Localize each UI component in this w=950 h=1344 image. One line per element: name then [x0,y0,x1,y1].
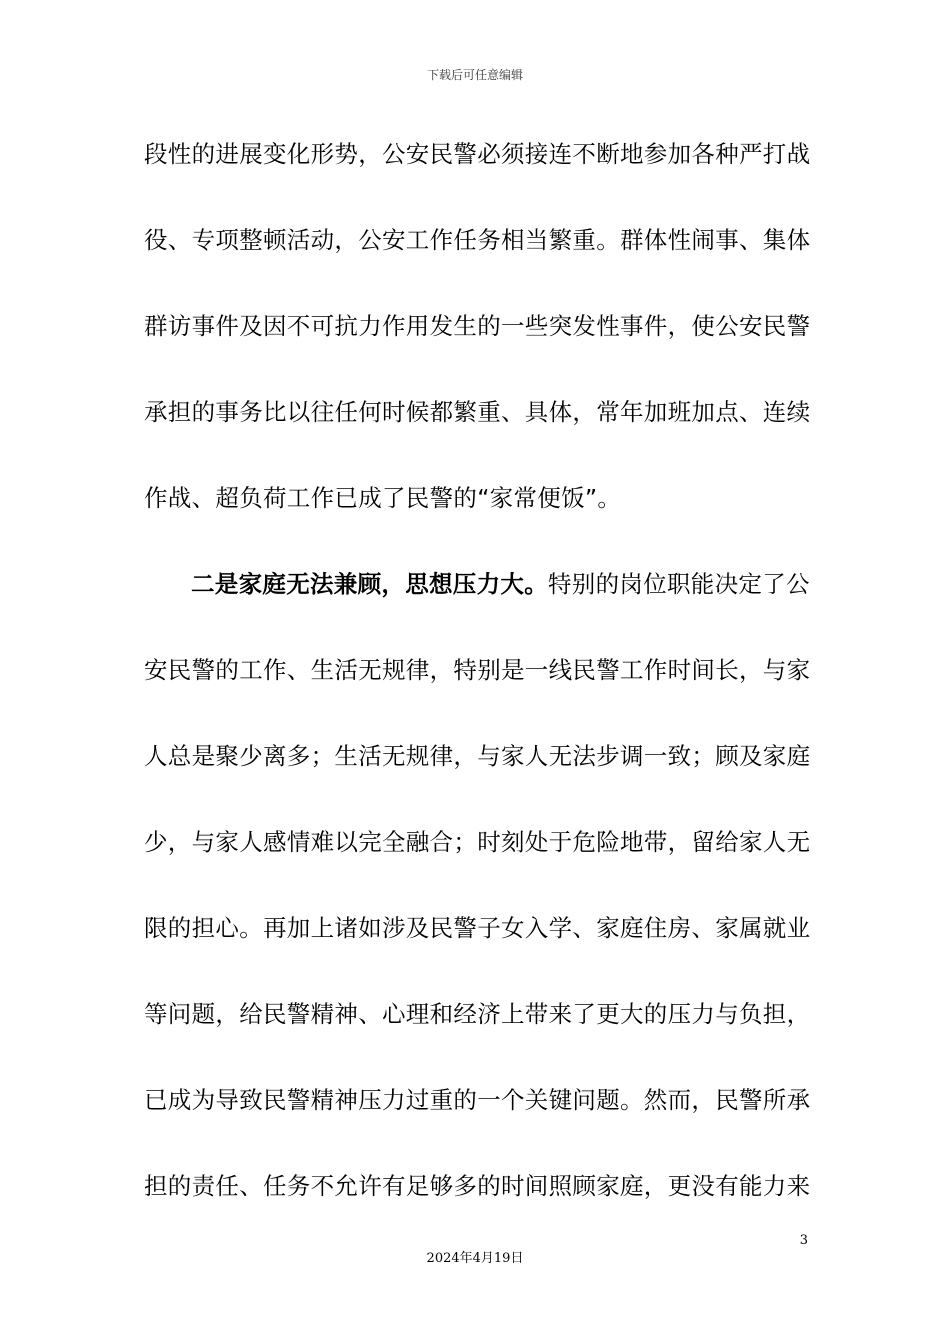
body-line: 段性的进展变化形势，公安民警必须接连不断地参加各种严打战 [144,140,811,168]
body-line: 役、专项整顿活动，公安工作任务相当繁重。群体性闹事、集体 [144,226,811,254]
body-line: 少，与家人感情难以完全融合；时刻处于危险地带，留给家人无 [144,828,811,856]
body-line: 等问题，给民警精神、心理和经济上带来了更大的压力与负担， [144,1000,811,1028]
page-footer-date: 2024年4月19日 [426,1251,524,1266]
body-line: 安民警的工作、生活无规律，特别是一线民警工作时间长，与家 [144,656,811,684]
body-line: 担的责任、任务不允许有足够多的时间照顾家庭，更没有能力来 [144,1172,811,1200]
body-line: 承担的事务比以往任何时候都繁重、具体，常年加班加点、连续 [144,398,811,426]
body-line: 限的担心。再加上诸如涉及民警子女入学、家庭住房、家属就业 [144,914,811,942]
body-line: 人总是聚少离多；生活无规律，与家人无法步调一致；顾及家庭 [144,742,811,770]
body-line: 作战、超负荷工作已成了民警的“家常便饭”。 [144,484,622,512]
body-line: 已成为导致民警精神压力过重的一个关键问题。然而，民警所承 [144,1086,811,1114]
page-header: 下载后可任意编辑 [426,68,523,82]
document-body [144,126,811,1244]
paragraph-heading: 二是家庭无法兼顾，思想压力大。 [191,570,548,598]
paragraph-text: 特别的岗位职能决定了公 [548,570,810,598]
body-line: 群访事件及因不可抗力作用发生的一些突发性事件，使公安民警 [144,312,811,340]
paragraph-first-line [144,556,810,642]
page-number: 3 [799,1233,808,1248]
